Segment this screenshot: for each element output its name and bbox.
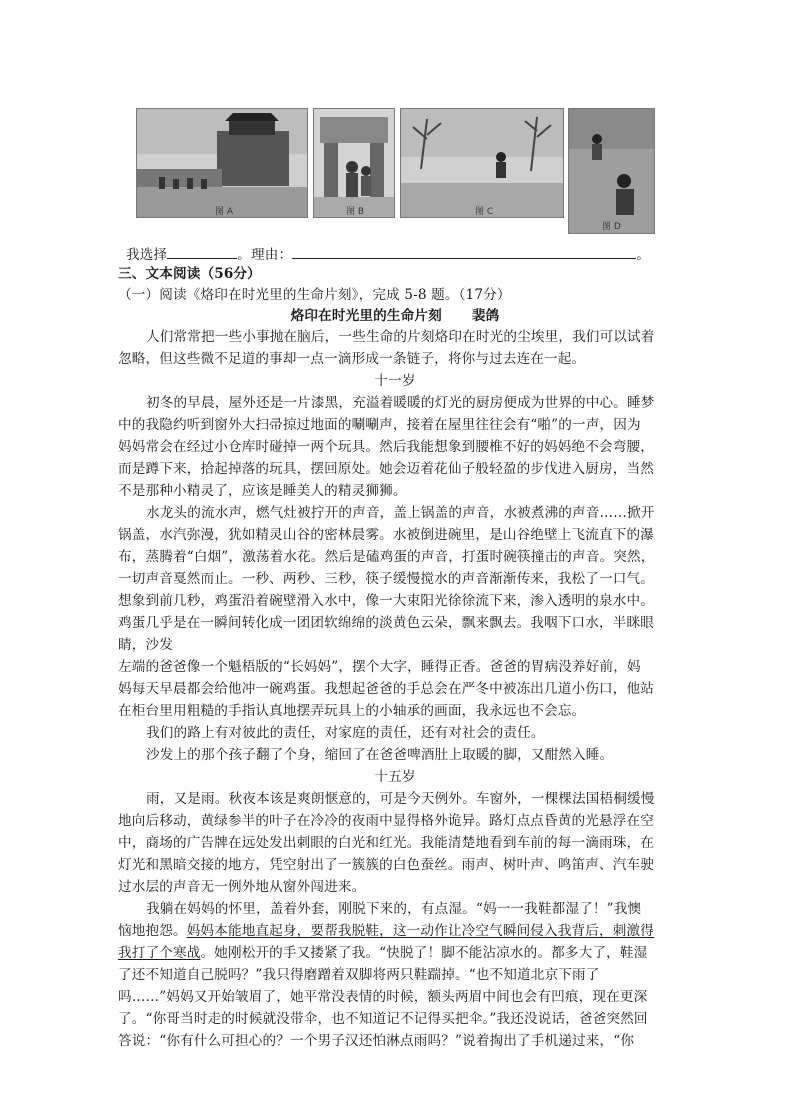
- text-line: 在柜台里用粗糙的手指认真地摆弄玩具上的小轴承的画面，我永远也不会忘。: [118, 703, 586, 719]
- city-wall-illustration: [137, 109, 307, 217]
- text-line: 吗……”妈妈又开始皱眉了，她平常没表情的时候，额头两眉中间也会有凹痕，现在更深: [118, 989, 648, 1005]
- text-line: 了。“你哥当时走的时候就没带伞，也不知道记不记得买把伞。”我还没说话，爸爸突然回: [118, 1011, 648, 1027]
- text-line: 我们的路上有对彼此的责任，对家庭的责任，还有对社会的责任。: [146, 725, 545, 741]
- section-heading: 三、文本阅读（56分）: [118, 266, 261, 282]
- text-line: 左端的爸爸像一个魁梧版的“长妈妈”，摆个大字，睡得正香。爸爸的胃病没养好前，妈: [118, 659, 641, 675]
- figure-c: [400, 108, 564, 218]
- choice-blank[interactable]: [167, 244, 237, 259]
- article-author: 裴鸽: [471, 308, 500, 324]
- text-line: 布，蒸腾着“白烟”，激荡着水花。然后是磕鸡蛋的声音，打蛋时碗筷撞击的声音。突然，: [118, 549, 655, 565]
- text-line: 忽略，但这些微不足道的事却一点一滴形成一条链子，将你与过去连在一起。: [118, 351, 586, 367]
- text-line: 我躺在妈妈的怀里，盖着外套，刚脱下来的，有点湿。“妈一一我鞋都湿了！”我懊: [146, 901, 642, 917]
- text-line: 鸡蛋几乎是在一瞬间转化成一团团软绵绵的淡黄色云朵，飘来飘去。我咽下口水，半眯眼: [118, 615, 655, 631]
- text-line: 中的我隐约听到窗外大扫帚掠过地面的唰唰声，接着在屋里往往会有“啪”的一声，因为: [118, 417, 641, 433]
- text-line: 初冬的早晨，屋外还是一片漆黑，充溢着暖暖的灯光的厨房便成为世界的中心。睡梦: [146, 395, 655, 411]
- text-line: 不是那种小精灵了，应该是睡美人的精灵狮狮。: [118, 483, 407, 499]
- text-line: 人们常常把一些小事抛在脑后，一些生命的片刻烙印在时光的尘埃里，我们可以试着: [146, 329, 655, 345]
- text-line: 水龙头的流水声，燃气灶被拧开的声音，盖上锅盖的声音，水被煮沸的声音……掀开: [146, 505, 655, 521]
- article-title: 烙印在时光里的生命片刻: [290, 308, 442, 324]
- article-heading: [0, 306, 790, 326]
- subtitle-age-11: 十一岁: [374, 373, 416, 389]
- text-segment: 恼地抱怨。: [118, 923, 187, 939]
- text-line: 一切声音戛然而止。一秒、两秒、三秒，筷子缓慢搅水的声音渐渐传来，我松了一口气。: [118, 571, 655, 587]
- figure-b: [313, 108, 395, 218]
- text-line: 而是蹲下来，拾起掉落的玩具，摆回原处。她会迈着花仙子般轻盈的步伐进入厨房，当然: [118, 461, 655, 477]
- text-line: 妈妈常会在经过小仓库时碰掉一两个玩具。然后我能想象到腰椎不好的妈妈绝不会弯腰，: [118, 439, 655, 455]
- figure-a-label: 图 A: [215, 207, 234, 217]
- figure-b-label: 图 B: [346, 207, 365, 217]
- figure-d: [568, 108, 655, 234]
- figure-d-label: 图 D: [602, 222, 621, 232]
- text-line: 了还不知道自己脱吗？”我只得磨蹭着双脚将两只鞋踹掉。“也不知道北京下雨了: [118, 967, 600, 983]
- underlined-sentence-end: 我打了个寒战: [118, 945, 201, 961]
- text-line: 中，商场的广告牌在远处发出刺眼的白光和红光。我能清楚地看到车前的每一滴雨珠，在: [118, 835, 655, 851]
- kids-running-illustration: [569, 109, 654, 233]
- subtitle-age-15: 十五岁: [374, 769, 416, 785]
- children-playing-illustration: [401, 109, 563, 217]
- text-line: 想象到前几秒，鸡蛋沿着碗壁滑入水中，像一大束阳光徐徐流下来，渗入透明的泉水中。: [118, 593, 655, 609]
- choice-end: 。: [636, 247, 650, 263]
- reason-label: 。理由：: [237, 247, 293, 263]
- text-line-underlined: [118, 921, 654, 941]
- choice-line: [126, 244, 650, 265]
- sub-heading: （一）阅读《烙印在时光里的生命片刻》，完成 5-8 题。（17分）: [118, 287, 511, 303]
- text-line-underlined: [118, 943, 647, 963]
- underlined-sentence: 妈妈本能地直起身，要帮我脱鞋，这一动作让冷空气瞬间侵入我背后，刺激得: [186, 923, 655, 939]
- text-line: 锅盖，水汽弥漫，犹如精灵山谷的密林晨雾。水被倒进碗里，是山谷绝壁上飞流直下的瀑: [118, 527, 655, 543]
- reason-blank[interactable]: [292, 244, 636, 259]
- figure-a: [136, 108, 308, 218]
- text-line: 答说：“你有什么可担心的？一个男子汉还怕淋点雨吗？”说着掏出了手机递过来，“你: [118, 1033, 635, 1049]
- choice-prefix: 我选择: [126, 247, 168, 263]
- text-segment: 。她刚松开的手又搂紧了我。“快脱了！脚不能沾凉水的。都多大了，鞋湿: [200, 945, 648, 961]
- text-line: 灯光和黑暗交接的地方，凭空射出了一簇簇的白色蚕丝。雨声、树叶声、鸣笛声、汽车驶: [118, 857, 655, 873]
- text-line: 睛，沙发: [118, 637, 173, 653]
- text-line: 雨，又是雨。秋夜本该是爽朗惬意的，可是今天例外。车窗外，一棵棵法国梧桐缓慢: [146, 791, 655, 807]
- street-scene-illustration: [314, 109, 394, 217]
- text-line: 妈每天早晨都会给他冲一碗鸡蛋。我想起爸爸的手总会在严冬中被冻出几道小伤口，他站: [118, 681, 655, 697]
- text-line: 沙发上的那个孩子翻了个身，缩回了在爸爸啤酒肚上取暖的脚，又酣然入睡。: [146, 747, 614, 763]
- figure-c-label: 图 C: [475, 207, 494, 217]
- text-line: 过水层的声音无一例外地从窗外闯进来。: [118, 879, 366, 895]
- text-line: 地向后移动，黄绿参半的叶子在冷冷的夜雨中显得格外诡异。路灯点点昏黄的光悬浮在空: [118, 813, 655, 829]
